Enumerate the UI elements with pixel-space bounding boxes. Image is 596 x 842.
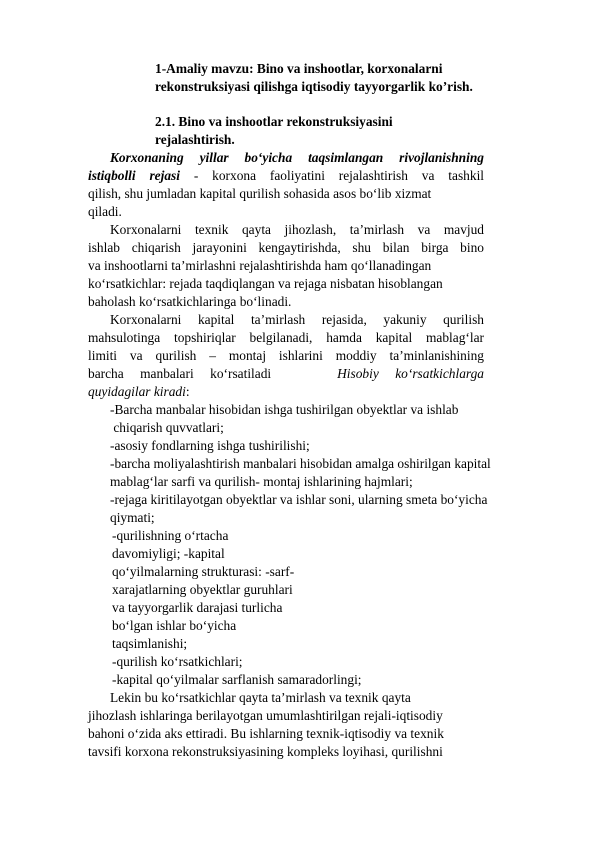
p1-line-2-rest: - korxona faoliyatini rejalashtirish va tashkil — [179, 168, 485, 183]
section-heading-line-2: rejalashtirish. — [155, 132, 235, 147]
p4-line-2: jihozlash ishlaringa berilayotgan umumlashtirilgan rejali-iqtisodiy — [88, 708, 443, 723]
list-item: bo‘lgan ishlar bo‘yicha — [112, 618, 237, 633]
title-line-2: rekonstruksiyasi qilishga iqtisodiy tayyorgarlik ko’rish. — [155, 79, 473, 94]
p3-line-5 — [88, 383, 190, 401]
p4-line-1: Lekin bu ko‘rsatkichlar qayta ta’mirlash va texnik qayta — [110, 690, 411, 705]
p1-line-3: qilish, shu jumladan kapital qurilish sohasida asos bo‘lib xizmat — [88, 186, 432, 201]
section-heading-line-1: 2.1. Bino va inshootlar rekonstruksiyasini — [155, 114, 393, 129]
p1-lead-term: istiqbolli rejasi — [88, 168, 180, 183]
list-item: qiymati; — [110, 510, 155, 525]
p3-line-4 — [88, 365, 484, 383]
p2-line-5: baholash ko‘rsatkichlaringa bo‘linadi. — [88, 294, 292, 309]
p2-line-3: va inshootlarni ta’mirlashni rejalashtirishda ham qo‘llanadingan — [88, 258, 432, 273]
list-item: -rejaga kiritilayotgan obyektlar va ishlar soni, ularning smeta bo‘yicha — [110, 492, 488, 507]
p4-line-3: bahoni o‘zida aks ettiradi. Bu ishlarning texnik-iqtisodiy va texnik — [88, 726, 444, 741]
p3-line-4-italic: Hisobiy ko‘rsatkichlarga — [337, 366, 484, 381]
list-item: chiqarish quvvatlari; — [110, 420, 224, 435]
p3-line-3: limiti va qurilish – montaj ishlarini moddiy ta’minlanishining — [88, 348, 484, 363]
p3-line-1: Korxonalarni kapital ta’mirlash rejasida, yakuniy qurilish — [110, 312, 484, 327]
p1-line-1: Korxonaning yillar bo‘yicha taqsimlangan rivojlanishning — [110, 150, 484, 165]
p1-line-4: qiladi. — [88, 204, 122, 219]
p4-line-4: tavsifi korxona rekonstruksiyasining kompleks loyihasi, qurilishni — [88, 744, 443, 759]
list-item: taqsimlanishi; — [112, 636, 188, 651]
p3-line-4-text: barcha manbalari ko‘rsatiladi — [88, 366, 272, 381]
list-item: -Barcha manbalar hisobidan ishga tushirilgan obyektlar va ishlab — [110, 402, 459, 417]
p2-line-2: ishlab chiqarish jarayonini kengaytirishda, shu bilan birga bino — [88, 240, 484, 255]
list-item: va tayyorgarlik darajasi turlicha — [112, 600, 283, 615]
list-item: -asosiy fondlarning ishga tushirilishi; — [110, 438, 310, 453]
list-item: qo‘yilmalarning strukturasi: -sarf- — [112, 564, 295, 579]
p3-line-5-colon: : — [185, 384, 190, 399]
p2-line-4: ko‘rsatkichlar: rejada taqdiqlangan va rejaga nisbatan hisoblangan — [88, 276, 443, 291]
list-item: mablag‘lar sarfi va qurilish- montaj ishlarining hajmlari; — [110, 474, 413, 489]
list-item: -kapital qo‘yilmalar sarflanish samaradorlingi; — [112, 672, 362, 687]
p1-line-2 — [88, 167, 484, 185]
list-item: -barcha moliyalashtirish manbalari hisobidan amalga oshirilgan kapital — [110, 456, 491, 471]
list-item: -qurilishning o‘rtacha — [112, 528, 229, 543]
p2-line-1: Korxonalarni texnik qayta jihozlash, ta’mirlash va mavjud — [110, 222, 484, 237]
list-item: davomiyligi; -kapital — [112, 546, 225, 561]
title-line-1: 1-Amaliy mavzu: Bino va inshootlar, korxonalarni — [155, 61, 443, 76]
p3-line-5-italic: quyidagilar kiradi — [88, 384, 186, 399]
list-item: -qurilish ko‘rsatkichlari; — [112, 654, 243, 669]
p3-line-2: mahsulotinga topshiriqlar belgilanadi, hamda kapital mablag‘lar — [88, 330, 484, 345]
list-item: xarajatlarning obyektlar guruhlari — [112, 582, 293, 597]
